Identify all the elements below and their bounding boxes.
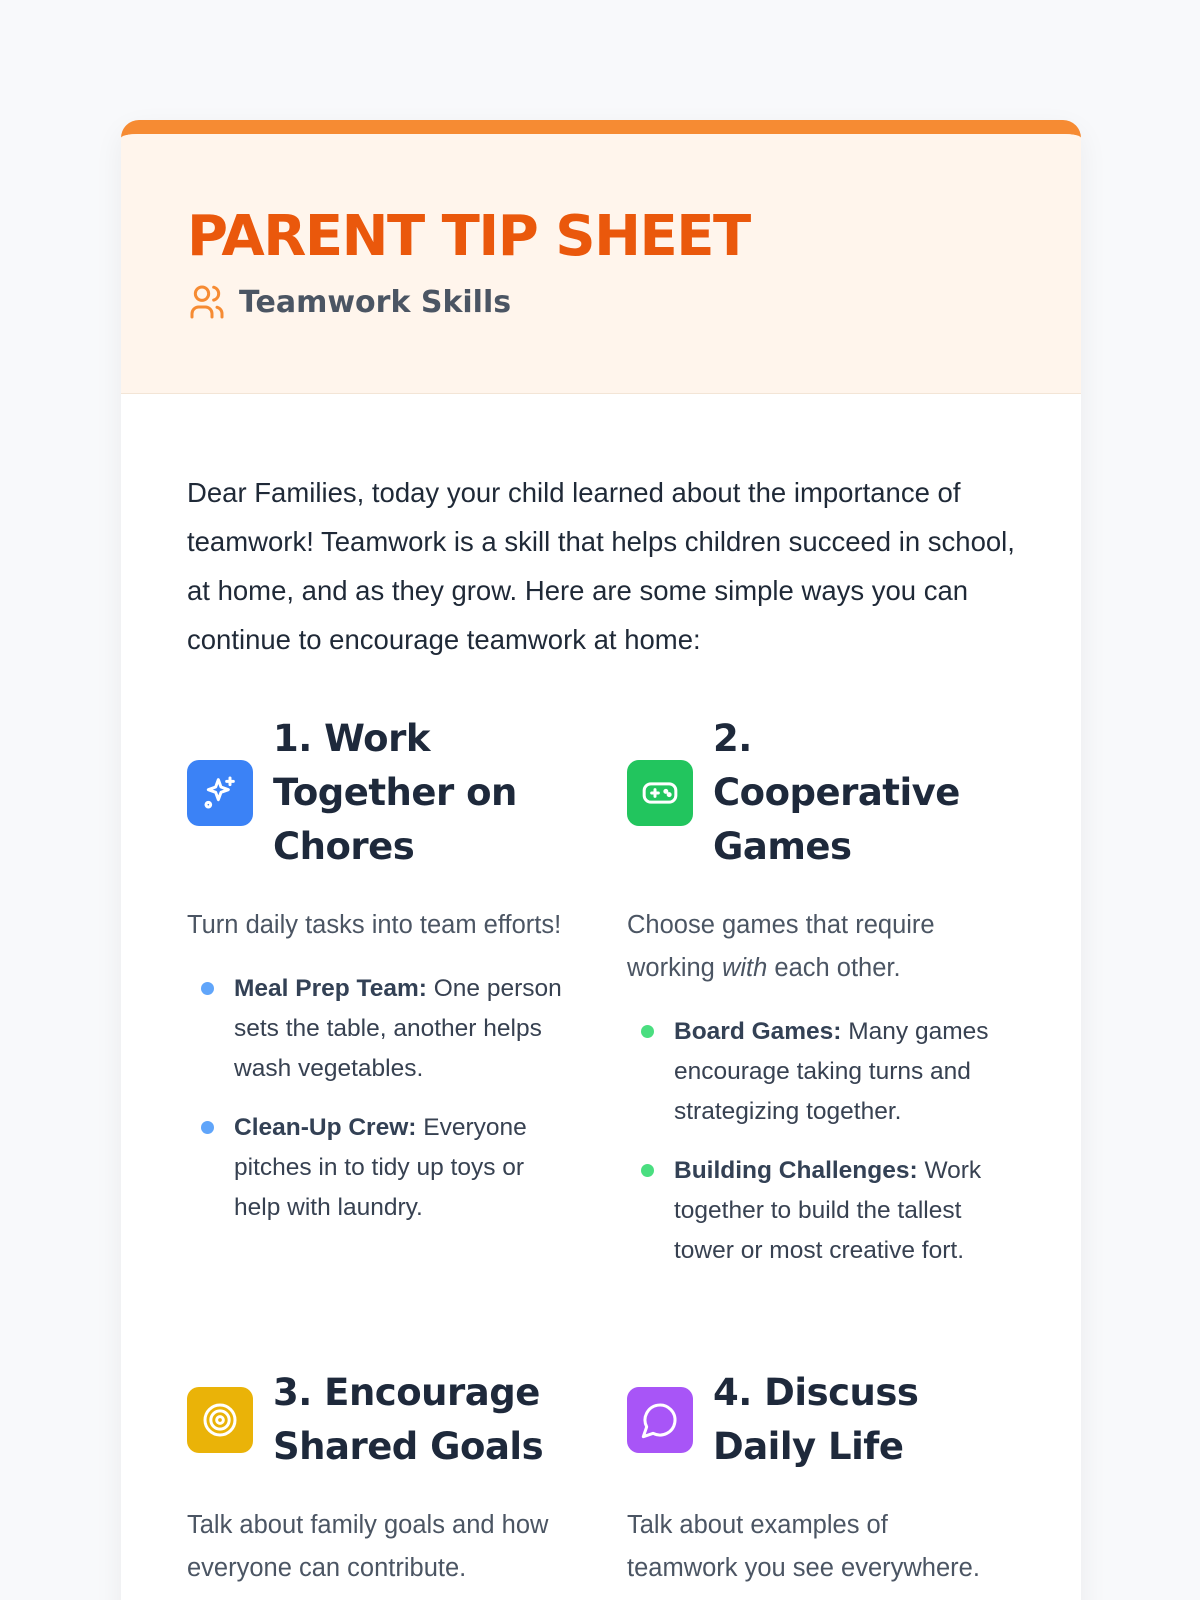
tip-title: 1. Work Together on Chores	[273, 717, 517, 868]
tip-title: 4. Discuss Daily Life	[713, 1371, 919, 1468]
bullet-dot	[641, 1164, 654, 1177]
list-item	[187, 1108, 562, 1228]
tip-sheet-card	[121, 120, 1081, 1600]
tip-title: 3. Encourage Shared Goals	[273, 1371, 544, 1468]
tip-description: Talk about examples of teamwork you see everywhere.	[627, 1511, 980, 1582]
item-text: Many games encourage taking turns and strategizing together.	[674, 1018, 989, 1125]
tip-header	[187, 1366, 562, 1474]
subtitle-text: Teamwork Skills	[239, 284, 512, 320]
desc-emphasis: with	[721, 954, 768, 982]
tip-card-games	[627, 712, 1002, 1290]
bullet-dot	[201, 982, 214, 995]
tip-card-goals	[187, 1366, 562, 1590]
tip-title: 2. Cooperative Games	[713, 717, 960, 868]
bullet-dot	[201, 1121, 214, 1134]
tip-description	[627, 904, 1002, 990]
list-item	[627, 1012, 1002, 1132]
tip-list	[627, 1012, 1002, 1271]
sparkles-icon	[187, 760, 253, 826]
target-icon	[187, 1387, 253, 1453]
bullet-dot	[641, 1025, 654, 1038]
tip-header	[627, 712, 1002, 874]
item-text: Work together to build the tallest tower or most creative fort.	[674, 1157, 982, 1264]
chat-bubble-icon	[627, 1387, 693, 1453]
tip-header	[627, 1366, 1002, 1474]
desc-text: each other.	[767, 954, 901, 982]
list-item	[627, 1151, 1002, 1271]
users-icon	[187, 282, 227, 322]
subtitle	[187, 282, 1081, 322]
item-text: One person sets the table, another helps wash vegetables.	[234, 975, 562, 1082]
tip-card-chores	[187, 712, 562, 1247]
tip-description: Talk about family goals and how everyone can contribute.	[187, 1511, 549, 1582]
item-label: Meal Prep Team:	[234, 975, 427, 1002]
item-label: Board Games:	[674, 1018, 842, 1045]
tip-description: Turn daily tasks into team efforts!	[187, 911, 562, 939]
gamepad-icon	[627, 760, 693, 826]
tip-card-discuss	[627, 1366, 1002, 1590]
item-label: Clean-Up Crew:	[234, 1114, 417, 1141]
header	[121, 134, 1081, 394]
intro-paragraph: Dear Families, today your child learned about the importance of teamwork! Teamwork is a skill that helps children succeed in school, at home, and as they grow. Here are some simple ways you can continue to encourage teamwork at home:	[187, 477, 1015, 655]
desc-text: Choose games that require working	[627, 911, 935, 982]
list-item	[187, 969, 562, 1089]
page-title: PARENT TIP SHEET	[187, 204, 750, 269]
tip-header	[187, 712, 562, 874]
item-label: Building Challenges:	[674, 1157, 918, 1184]
tip-list	[187, 969, 562, 1228]
item-text: Everyone pitches in to tidy up toys or help with laundry.	[234, 1114, 527, 1221]
